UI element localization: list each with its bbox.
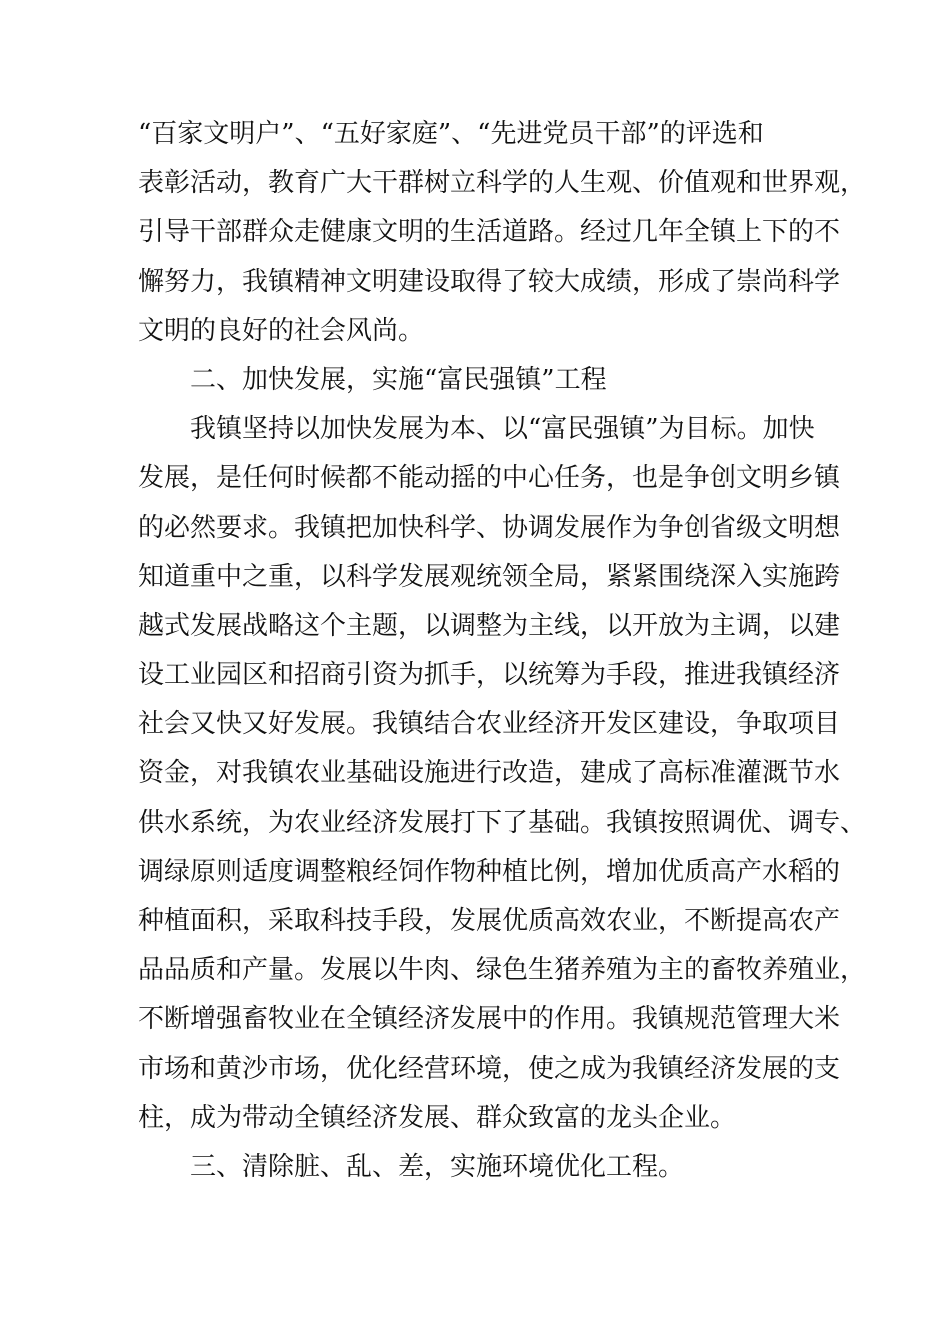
text-line: 文明的良好的社会风尚。 (138, 315, 425, 346)
text-line: 柱，成为带动全镇经济发展、群众致富的龙头企业。 (138, 1102, 737, 1133)
text-line: 表彰活动，教育广大干群树立科学的人生观、价值观和世界观， (138, 168, 867, 199)
text-line: “百家文明户”、“五好家庭”、“先进党员干部”的评选和 (138, 119, 764, 149)
paragraph-start: 我镇坚持以加快发展为本、以“富民强镇”为目标。加快 (190, 414, 815, 445)
text-line: 种植面积，采取科技手段，发展优质高效农业，不断提高农产 (138, 906, 841, 936)
text-line: 不断增强畜牧业在全镇经济发展中的作用。我镇规范管理大米 (138, 1004, 841, 1035)
text-line: 懈努力，我镇精神文明建设取得了较大成绩，形成了崇尚科学 (138, 266, 841, 297)
section-heading: 三、清除脏、乱、差，实施环境优化工程。 (190, 1151, 685, 1182)
text-line: 品品质和产量。发展以牛肉、绿色生猪养殖为主的畜牧养殖业， (138, 955, 867, 986)
text-line: 发展，是任何时候都不能动摇的中心任务，也是争创文明乡镇 (138, 463, 841, 494)
text-line: 引导干部群众走健康文明的生活道路。经过几年全镇上下的不 (138, 217, 841, 248)
text-line: 市场和黄沙市场，优化经营环境，使之成为我镇经济发展的支 (138, 1053, 841, 1084)
text-line: 供水系统，为农业经济发展打下了基础。我镇按照调优、调专、 (138, 807, 867, 838)
section-heading: 二、加快发展，实施“富民强镇”工程 (190, 364, 607, 395)
text-line: 调绿原则适度调整粮经饲作物种植比例，增加优质高产水稻的 (138, 856, 841, 887)
text-line: 资金，对我镇农业基础设施进行改造，建成了高标准灌溉节水 (138, 758, 841, 789)
text-line: 知道重中之重，以科学发展观统领全局，紧紧围绕深入实施跨 (138, 561, 841, 592)
text-line: 越式发展战略这个主题，以调整为主线，以开放为主调，以建 (138, 610, 841, 641)
text-line: 设工业园区和招商引资为抓手，以统筹为手段，推进我镇经济 (138, 660, 841, 691)
text-line: 社会又快又好发展。我镇结合农业经济开发区建设，争取项目 (138, 709, 841, 740)
text-line: 的必然要求。我镇把加快科学、协调发展作为争创省级文明想 (138, 512, 841, 543)
body-text (138, 110, 867, 1192)
